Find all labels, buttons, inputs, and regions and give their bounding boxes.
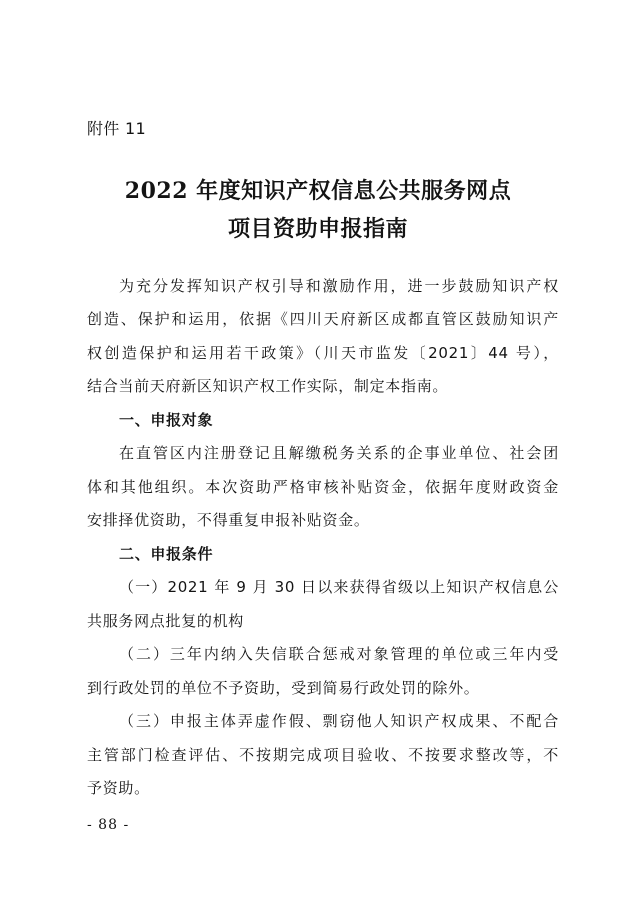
- condition-3-line-1: （三）申报主体弄虚作假、剽窃他人知识产权成果、不配合: [119, 712, 559, 730]
- condition-2-line-1: （二）三年内纳入失信联合惩戒对象管理的单位或三年内受: [119, 645, 559, 663]
- section-heading-application-conditions: 二、申报条件: [119, 545, 214, 563]
- condition-3-line-3: 予资助。: [87, 779, 150, 797]
- attachment-label: 附件 11: [87, 119, 146, 138]
- intro-line-3: 权创造保护和运用若干政策》（川天市监发〔2021〕44 号），: [87, 344, 559, 362]
- section-1-line-3: 安排择优资助，不得重复申报补贴资金。: [87, 511, 370, 529]
- condition-1-line-2: 共服务网点批复的机构: [87, 612, 245, 630]
- condition-2-line-2: 到行政处罚的单位不予资助，受到简易行政处罚的除外。: [87, 679, 480, 697]
- condition-1-line-1: （一）2021 年 9 月 30 日以来获得省级以上知识产权信息公: [119, 578, 559, 596]
- intro-line-2: 创造、保护和运用，依据《四川天府新区成都直管区鼓励知识产: [87, 310, 559, 328]
- section-heading-application-targets: 一、申报对象: [119, 411, 214, 429]
- condition-3-line-2: 主管部门检查评估、不按期完成项目验收、不按要求整改等，不: [87, 746, 559, 764]
- document-title-line-1: 2022 年度知识产权信息公共服务网点: [124, 178, 512, 204]
- document-title-line-2: 项目资助申报指南: [227, 216, 408, 242]
- page-number: - 88 -: [87, 817, 130, 833]
- intro-line-1: 为充分发挥知识产权引导和激励作用，进一步鼓励知识产权: [119, 277, 559, 295]
- section-1-line-1: 在直管区内注册登记且解缴税务关系的企事业单位、社会团: [119, 444, 559, 462]
- section-1-line-2: 体和其他组织。本次资助严格审核补贴资金，依据年度财政资金: [87, 478, 559, 496]
- intro-line-4: 结合当前天府新区知识产权工作实际，制定本指南。: [87, 377, 449, 395]
